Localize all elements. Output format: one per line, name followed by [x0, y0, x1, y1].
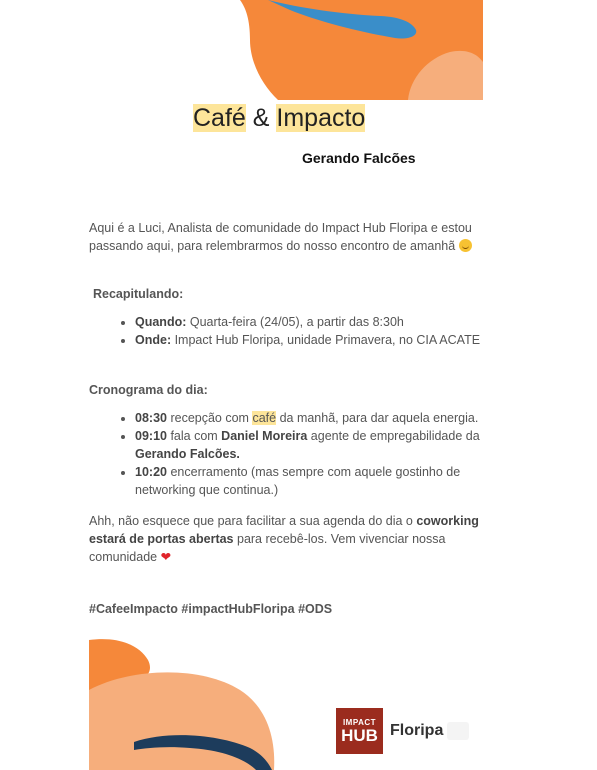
schedule-item-0910: [135, 427, 489, 463]
impact-hub-logo: [336, 708, 469, 754]
closing-text: Ahh, não esquece que para facilitar a sua agenda do dia o: [89, 514, 417, 528]
event-subtitle: Gerando Falcões: [302, 150, 416, 166]
highlight-cafe: café: [252, 411, 277, 425]
hashtags: #CafeeImpacto #impactHubFloripa #ODS: [89, 602, 333, 616]
org-name: Gerando Falcões.: [135, 447, 240, 461]
schedule-item-1020: [135, 463, 489, 499]
title-word-cafe: Café: [193, 104, 246, 132]
title-ampersand: &: [245, 104, 277, 132]
schedule-text: da manhã, para dar aquela energia.: [276, 411, 479, 425]
speaker-name: Daniel Moreira: [221, 429, 308, 443]
schedule-text: agente de empregabilidade da: [307, 429, 480, 443]
schedule-text: recepção com: [166, 411, 253, 425]
schedule-item-0830: [135, 409, 489, 427]
schedule-text: encerramento (mas sempre com aquele gostinho de networking que continua.): [135, 465, 461, 497]
schedule-title: Cronograma do dia:: [89, 383, 208, 397]
schedule-text: fala com: [166, 429, 222, 443]
recap-item-when: [135, 313, 489, 331]
email-body: [89, 219, 489, 566]
recap-item-where: [135, 331, 489, 349]
intro-paragraph: [89, 219, 489, 255]
smile-emoji-icon: [459, 239, 472, 252]
schedule-list: [89, 409, 489, 499]
logo-small-text: IMPACT: [342, 718, 377, 727]
logo-mark: [336, 708, 383, 754]
recap-title: Recapitulando:: [93, 287, 184, 301]
schedule-time-0830: 08:30: [135, 411, 167, 425]
title-word-impacto: Impacto: [276, 104, 366, 132]
closing-text: para recebê-los. Vem vivenciar nossa comunidade: [89, 532, 446, 564]
recap-list: [89, 313, 489, 349]
intro-text: Aqui é a Luci, Analista de comunidade do Impact Hub Floripa e estou passando aqui, para relembrarmos do nosso encontro de amanhã: [89, 221, 472, 253]
recap-text-when: Quarta-feira (24/05), a partir das 8:30h: [186, 315, 404, 329]
schedule-time-1020: 10:20: [135, 465, 167, 479]
closing-bold: coworking estará de portas abertas: [89, 514, 479, 546]
logo-big-text: HUB: [341, 726, 378, 745]
schedule-time-0910: 09:10: [135, 429, 167, 443]
recap-label-when: Quando:: [135, 315, 187, 329]
recap-text-where: Impact Hub Floripa, unidade Primavera, no CIA ACATE: [171, 333, 481, 347]
recap-label-where: Onde:: [135, 333, 172, 347]
heart-icon: ❤: [160, 550, 172, 564]
event-title: [193, 104, 365, 133]
closing-paragraph: [89, 512, 489, 566]
logo-city-text: Floripa: [390, 722, 444, 739]
logo-ghost-icon: [447, 722, 469, 740]
